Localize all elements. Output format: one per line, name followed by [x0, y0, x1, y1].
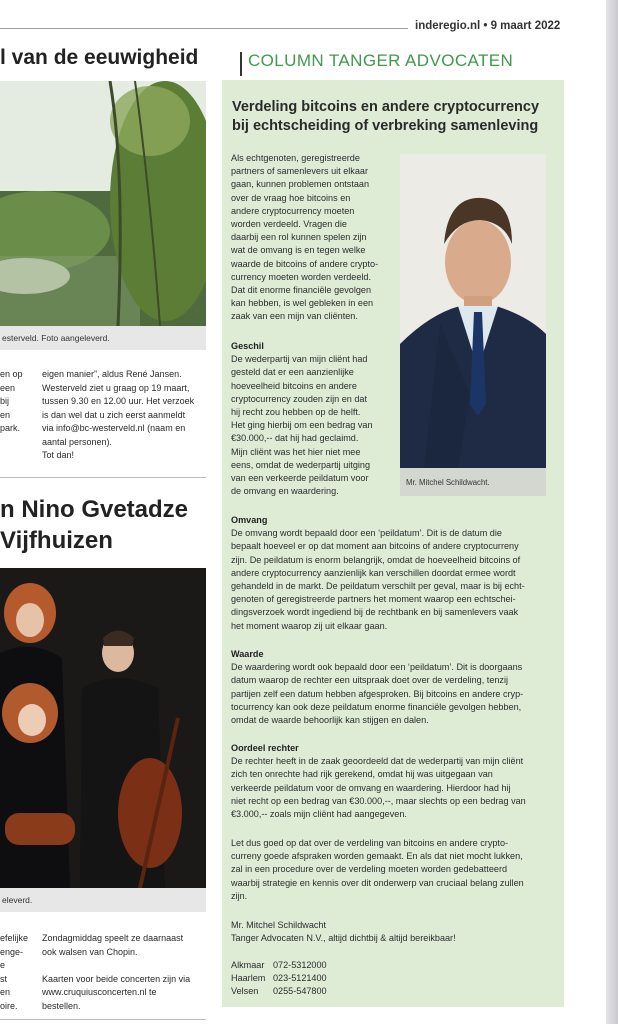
column-header-bar: [240, 52, 242, 76]
intro-paragraph: Als echtgenoten, geregistreerde partners of samenlevers uit elkaar gaan, kunnen problemen ontstaan over de vraag hoe bitcoins en andere cryptocurrency moeten worden verdeeld. Vragen die daarbij een rol kunnen spelen zijn wat de omvang is en tegen welke waarde de bitcoins of andere crypto- currency moeten worden verdeeld. Dat dit enorme financiële gevolgen kan hebben, is wel gebleken in een zaak van een mijn van cliënten.: [231, 153, 379, 322]
contact-row: Haarlem 023-5121400: [231, 973, 327, 984]
left-text-fragment: efelijke enge- e st en oire.: [0, 933, 29, 1011]
column-headline: Verdeling bitcoins en andere cryptocurrency bij echtscheiding of verbreking samenleving: [232, 99, 540, 134]
section-heading: Geschil: [231, 341, 264, 351]
section-omvang: Omvang De omvang wordt bepaald door een ‘peildatum’. Dit is de datum die bepaalt hoeveel er op dat moment aan bitcoins of andere cryptocurreny zijn. De peildatum is enorm belangrijk, omdat de hoeveelheid bitcoins of andere cryptocurrency aanzienlijk kan verschillen doordat ermee wordt gehandeld in de markt. De peildatum verschilt per geval, maar is bij echt- genoten of geregistreerde partners het moment waarop een echtschei- dingsverzoek wordt ingediend bij de rechtbank en bij samenlevers vaak het moment waarop zij uit elkaar gaan.: [231, 514, 557, 633]
section-waarde: Waarde De waardering wordt ook bepaald door een ‘peildatum’. Dit is doorgaans datum waarop de rechter een uitspraak doet over de verdeling, tenzij partijen zelf een datum hebben afgesproken. Bij bitcoins en andere cryp- tocurrency kan ook deze peildatum enorme financiële gevolgen hebben, omdat de waarde behoorlijk kan stijgen en dalen.: [231, 648, 557, 727]
divider: [0, 1019, 206, 1020]
concert-article-text: Zondagmiddag speelt ze daarnaast ook walsen van Chopin. Kaarten voor beide concerten zijn via www.cruquiusconcerten.nl te bestellen.: [42, 933, 191, 1011]
left-article-title: l van de eeuwigheid: [0, 46, 199, 69]
author-portrait: [400, 154, 546, 468]
column-header: COLUMN TANGER ADVOCATEN: [248, 51, 514, 70]
header-rule: [0, 28, 408, 29]
photo-caption: esterveld. Foto aangeleverd.: [0, 326, 206, 350]
photo-caption: eleverd.: [0, 888, 206, 912]
closing-paragraph: Let dus goed op dat over de verdeling van bitcoins en andere crypto- curreny goede afspraken worden gemaakt. En als dat niet mocht lukken, zal in een procedure over de verdeling moeten worden gedebatteerd waarbij strategie en kennis over dit onderwerp van cruciaal belang zullen zijn.: [231, 838, 524, 901]
section-heading: Omvang: [231, 515, 268, 525]
section-heading: Waarde: [231, 649, 264, 659]
divider: [0, 477, 206, 478]
contact-list: [231, 959, 557, 999]
masthead: inderegio.nl • 9 maart 2022: [415, 20, 561, 32]
section-oordeel-rechter: Oordeel rechter De rechter heeft in de zaak geoordeeld dat de wederpartij van mijn cliënt zich ten onrechte had rijk gerekend, omdat hij was uitgegaan van verkeerde peildatum voor de omvang en waardering. Hierdoor had hij niet recht op een bedrag van €30.000,--, maar slechts op een bedrag van €3.000,-- zoals mijn cliënt had aangegeven.: [231, 742, 557, 821]
park-pond-photo: [0, 81, 206, 326]
section-geschil: Geschil De wederpartij van mijn cliënt had gesteld dat er een aanzienlijke hoeveelheid bitcoins en andere cryptocurrency zouden zijn en dat hij recht zou hebben op de helft. Het ging hierbij om een bedrag van €30.000,-- dat hij had geclaimd. Mijn cliënt was het hier niet mee eens, omdat de wederpartij uitging van een verkeerde peildatum voor de omvang en waardering.: [231, 340, 395, 498]
section-heading: Oordeel rechter: [231, 743, 299, 753]
page-edge-shadow: [606, 0, 618, 1024]
portrait-caption: Mr. Mitchel Schildwacht.: [400, 468, 546, 496]
left-article-text: eigen manier”, aldus René Jansen. Westerveld ziet u graag op 19 maart, tussen 9.30 en 12.00 uur. Het verzoek is dan wel dat u zich eerst aanmeldt via info@bc-westerveld.nl (naam en aantal personen). Tot dan!: [42, 369, 195, 460]
contact-row: Alkmaar 072-5312000: [231, 960, 327, 970]
contact-row: Velsen 0255-547800: [231, 986, 327, 997]
signature: Mr. Mitchel Schildwacht Tanger Advocaten N.V., altijd dichtbij & altijd bereikbaar!: [231, 920, 456, 944]
musicians-photo: [0, 568, 206, 888]
left-text-fragment: en op een bij en park.: [0, 369, 23, 433]
concert-article-title: n Nino Gvetadze Vijfhuizen: [0, 496, 189, 554]
